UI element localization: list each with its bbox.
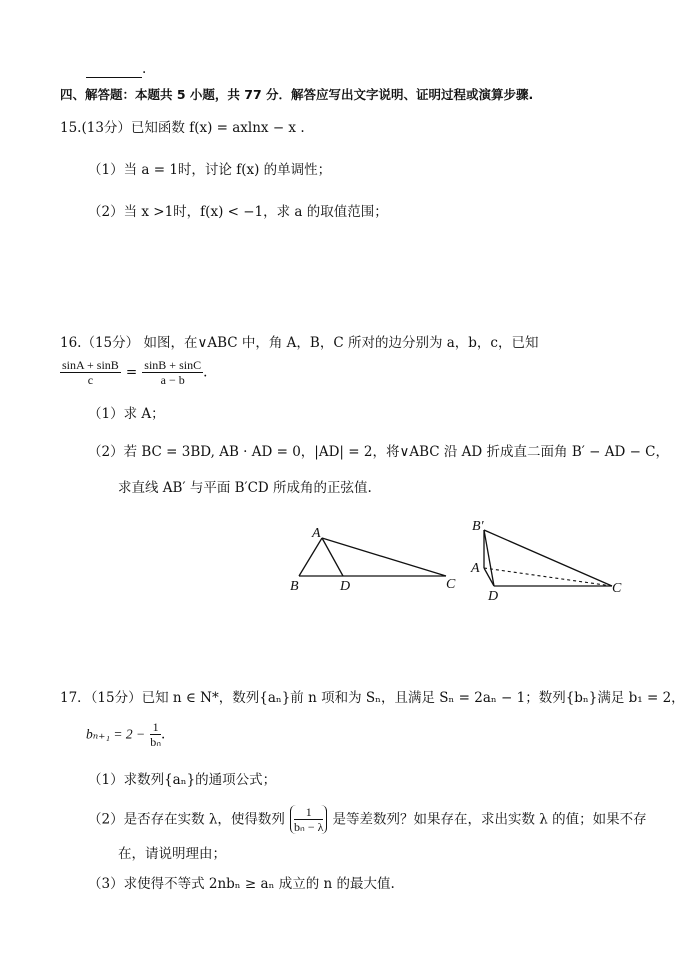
cond-rhs-denominator: a − b xyxy=(160,373,185,387)
q17-stem: 17．（15分）已知 n ∈ N*，数列{aₙ}前 n 项和为 Sₙ，且满足 Sₙ = 2aₙ − 1；数列{bₙ}满足 b₁ = 2， xyxy=(60,690,685,706)
q16-part2-cont: 求直线 AB′ 与平面 B′CD 所成角的正弦值. xyxy=(118,480,372,496)
q15-stem: 15.(13分）已知函数 f(x) = axlnx − x . xyxy=(60,120,305,136)
blank-end-mark: . xyxy=(142,61,147,77)
q17-part1: （1）求数列{aₙ}的通项公式； xyxy=(88,772,277,788)
q16-part2: （2）若 BC = 3BD, AB · AD = 0，|AD| = 2，将∨ABC 沿 AD 折成直二面角 B′ − AD − C， xyxy=(88,444,670,460)
q17-part2-tail: 是等差数列？如果存在，求出实数 λ 的值；如果不存 xyxy=(332,811,647,828)
fig2-label-bprime: B′ xyxy=(472,519,484,534)
cond-lhs-fraction xyxy=(60,358,121,387)
cond-end: . xyxy=(203,364,208,381)
q17-recurrence xyxy=(86,720,165,749)
q17-part2 xyxy=(88,805,647,834)
part2-numerator: 1 xyxy=(294,805,323,820)
fig2-label-c: C xyxy=(612,581,622,596)
figure-folded-tetrahedron xyxy=(466,516,626,604)
part2-denominator: bₙ − λ xyxy=(294,820,324,834)
q17-part2-lead: （2）是否存在实数 λ，使得数列 xyxy=(88,811,285,828)
q15-part2: （2）当 x >1时，f(x) < −1，求 a 的取值范围； xyxy=(88,204,388,220)
recur-lhs: bₙ₊₁ = 2 − xyxy=(86,726,146,742)
q15-part1: （1）当 a = 1时，讨论 f(x) 的单调性； xyxy=(88,162,332,178)
cond-lhs-numerator: sinA + sinB xyxy=(62,358,119,372)
cond-rhs-numerator: sinB + sinC xyxy=(144,358,202,372)
fig1-edge-ac xyxy=(322,538,446,576)
q17-part3: （3）求使得不等式 2nbₙ ≥ aₙ 成立的 n 的最大值. xyxy=(88,876,395,892)
q17-set-braces xyxy=(290,805,327,834)
q17-part2-fraction xyxy=(294,805,323,834)
fig2-label-a: A xyxy=(471,561,480,576)
fig2-label-d: D xyxy=(488,589,499,604)
fig1-edge-ab xyxy=(299,538,322,576)
recur-fraction xyxy=(150,720,161,749)
fig1-label-b: B xyxy=(290,579,299,594)
fig1-label-d: D xyxy=(340,579,351,594)
figure-triangle-abc xyxy=(286,524,462,596)
cond-rhs-fraction xyxy=(142,358,203,387)
q16-part1: （1）求 A； xyxy=(88,406,165,422)
cond-equals: = xyxy=(125,364,138,381)
answer-blank-line xyxy=(86,60,146,78)
recur-numerator: 1 xyxy=(150,720,161,735)
recur-end: . xyxy=(161,726,166,743)
fig1-label-a: A xyxy=(312,526,321,541)
section-heading: 四、解答题：本题共 5 小题，共 77 分．解答应写出文字说明、证明过程或演算步骤. xyxy=(60,87,534,102)
q16-stem: 16.（15分） 如图，在∨ABC 中，角 A，B，C 所对的边分别为 a，b，c，已知 xyxy=(60,335,539,351)
fig2-edge-bprime-c xyxy=(484,530,612,586)
fig1-label-c: C xyxy=(446,577,456,592)
recur-denominator: bₙ xyxy=(150,735,162,749)
q17-part2-cont: 在，请说明理由； xyxy=(118,846,226,862)
blank-underline xyxy=(86,63,142,78)
q16-condition xyxy=(60,358,207,387)
cond-lhs-denominator: c xyxy=(87,373,94,387)
